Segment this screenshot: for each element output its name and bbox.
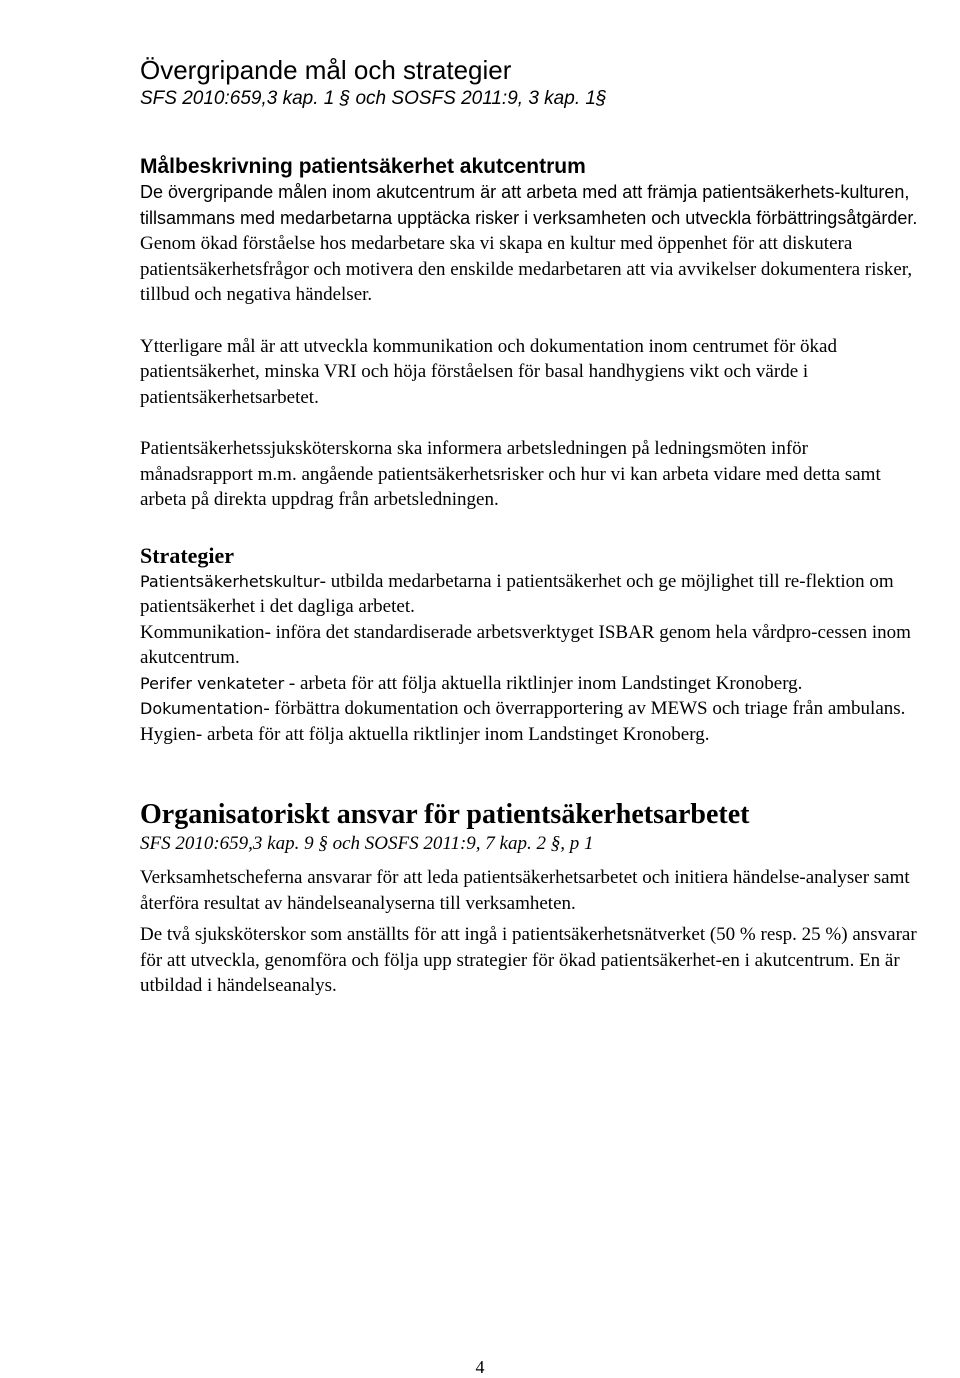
organisation-paragraph-1: Verksamhetscheferna ansvarar för att leda patientsäkerhetsarbetet och initiera händelse-analyser samt återföra resultat av händelseanalyserna till verksamheten. <box>140 867 910 914</box>
goal-paragraph-1 <box>140 180 920 308</box>
strategy-item-pvk <box>140 671 920 697</box>
strategy-text: - förbättra dokumentation och överrapportering av MEWS och triage från ambulans. <box>263 698 906 719</box>
strategy-text: - utbilda medarbetarna i patientsäkerhet och ge möjlighet till re-flektion om patientsäkerhet i det dagliga arbetet. <box>140 570 894 617</box>
section-title-goals: Övergripande mål och strategier <box>140 55 512 85</box>
goal-paragraph-3: Patientsäkerhetssjuksköterskorna ska informera arbetsledningen på ledningsmöten inför månadsrapport m.m. angående patientsäkerhetsrisker och hur vi kan arbeta vidare med detta samt arbeta på direkta uppdrag från arbetsledningen. <box>140 438 881 510</box>
strategy-text: Hygien- arbeta för att följa aktuella riktlinjer inom Landstinget Kronoberg. <box>140 723 710 745</box>
strategy-item-hygiene <box>140 722 920 748</box>
document-page <box>140 54 920 999</box>
goal-paragraph-2: Ytterligare mål är att utveckla kommunikation och dokumentation inom centrumet för ökad patientsäkerhet, minska VRI och höja förståelsen för basal handhygiens vikt och värde i patientsäkerhetsarbetet. <box>140 335 837 408</box>
strategy-item-culture <box>140 569 920 620</box>
section-title-organisation: Organisatoriskt ansvar för patientsäkerhetsarbetet <box>140 799 750 830</box>
goal-intro-sans: De övergripande målen inom akutcentrum är att arbeta med att främja patientsäkerhets-kulturen, tillsammans med medarbetarna upptäcka risker i verksamheten och utveckla förbättringsåtgärder. <box>140 182 918 228</box>
goal-heading: Målbeskrivning patientsäkerhet akutcentrum <box>140 155 586 178</box>
strategies-heading: Strategier <box>140 542 235 568</box>
strategy-label: Patientsäkerhetskultur <box>140 571 320 591</box>
strategy-text: - införa det standardiserade arbetsverktyget ISBAR genom hela vårdpro-cessen inom akutcentrum. <box>140 621 911 668</box>
strategy-label: Dokumentation <box>140 699 264 718</box>
strategy-text: - arbeta för att följa aktuella riktlinjer inom Landstinget Kronoberg. <box>284 672 803 694</box>
goal-intro-serif: Genom ökad förståelse hos medarbetare ska vi skapa en kultur med öppenhet för att diskutera patientsäkerhetsfrågor och motivera den enskilde medarbetaren att via avvikelser dokumentera risker, tillbud och negativa händelser. <box>140 233 913 305</box>
page-number: 4 <box>475 1357 485 1377</box>
legal-reference-organisation: SFS 2010:659,3 kap. 9 § och SOSFS 2011:9, 7 kap. 2 §, p 1 <box>140 833 594 854</box>
strategies-list <box>140 569 920 748</box>
strategy-item-documentation <box>140 696 920 722</box>
organisation-paragraph-2: De två sjuksköterskor som anställts för att ingå i patientsäkerhetsnätverket (50 % resp. 25 %) ansvarar för att utveckla, genomföra och följa upp strategier för ökad patientsäkerhet-en i akutcentrum. En är utbildad i händelseanalys. <box>140 924 917 996</box>
strategy-label: Kommunikation <box>140 621 265 643</box>
strategy-label: Perifer venkateter <box>140 673 285 693</box>
legal-reference-goals: SFS 2010:659,3 kap. 1 § och SOSFS 2011:9, 3 kap. 1§ <box>140 88 607 109</box>
strategy-item-communication <box>140 620 920 671</box>
